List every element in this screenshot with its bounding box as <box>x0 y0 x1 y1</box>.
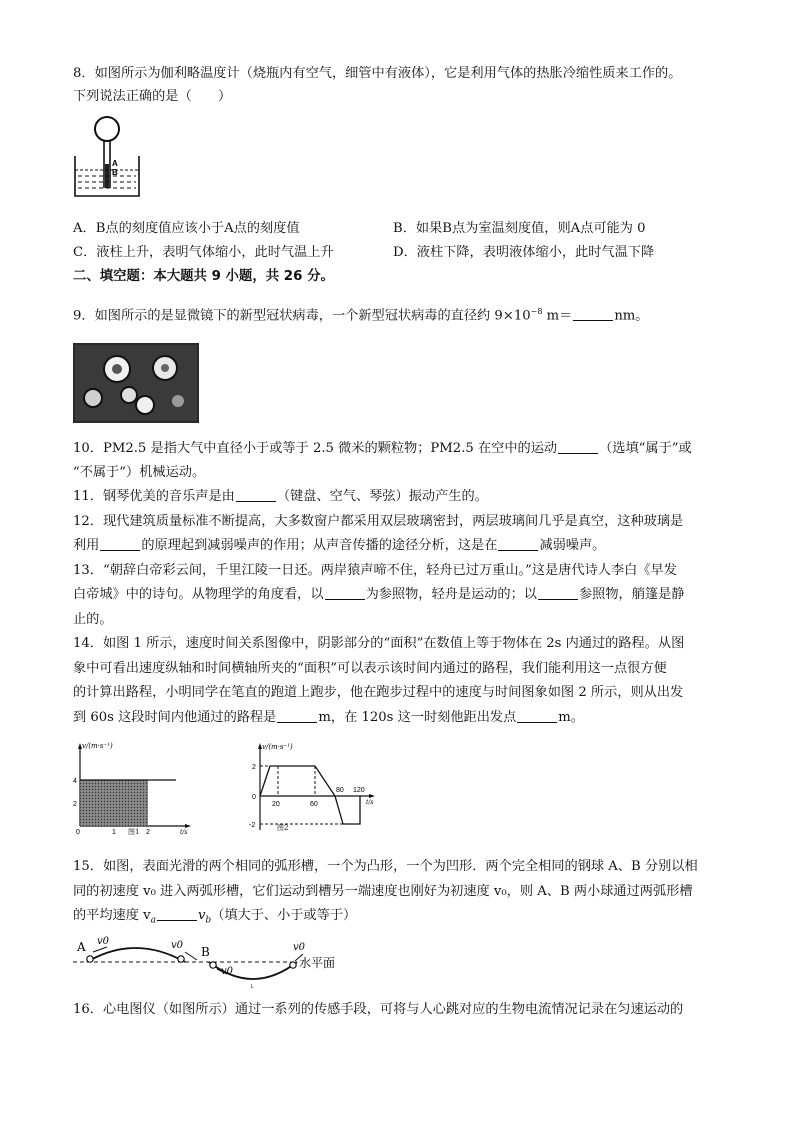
q16-line1: 16．心电图仪（如图所示）通过一系列的传感手段，可将与人心跳对应的生物电流情况记录在匀速运动的 <box>73 1002 684 1017</box>
q12-text-b: 的原理起到减弱噪声的作用；从声音传播的途径分析，这是在 <box>141 538 498 553</box>
q9-text-mid: m＝ <box>542 308 573 324</box>
fig1-xlabel: t/s <box>180 829 188 836</box>
q13-blank-2[interactable] <box>538 585 578 600</box>
q11-text-a: 11．钢琴优美的音乐声是由 <box>73 489 235 504</box>
q9-text-before: 9．如图所示的是显微镜下的新型冠状病毒，一个新型冠状病毒的直径约 9×10 <box>73 308 531 324</box>
q8-option-a: A．B点的刻度值应该小于A点的刻度值 <box>73 221 300 236</box>
v0-label-4: v0 <box>293 942 306 953</box>
q10-line1 <box>73 439 733 459</box>
q11-blank[interactable] <box>236 487 276 502</box>
q15-line2: 同的初速度 v₀ 进入两弧形槽，它们运动到槽另一端速度也刚好为初速度 v₀，则 A、B 两小球通过两弧形槽 <box>73 884 693 899</box>
galileo-thermometer-figure <box>72 114 142 200</box>
fig2-xtick-120: 120 <box>353 787 365 794</box>
q12-blank-1[interactable] <box>100 536 140 551</box>
q13-text-b: 为参照物，轻舟是运动的；以 <box>365 587 537 602</box>
q15-blank[interactable] <box>157 906 197 921</box>
fig1-xtick-1: 1 <box>112 829 116 836</box>
velocity-curve <box>260 766 360 824</box>
q10-line2: “不属于”）机械运动。 <box>73 465 206 480</box>
q14-text-c: m。 <box>558 710 584 725</box>
section-title: 二、填空题：本大题共 9 小题，共 26 分。 <box>73 269 334 284</box>
q15-text-c: （填大于、小于或等于） <box>211 908 357 923</box>
fig1-ytick-4: 4 <box>73 778 77 785</box>
q12-text-a: 利用 <box>73 538 100 553</box>
q10-text-b: （选填“属于”或 <box>599 441 692 456</box>
q12-blank-2[interactable] <box>498 536 538 551</box>
v0-label-1: v0 <box>97 936 110 947</box>
fig2-xtick-80: 80 <box>336 787 344 794</box>
fig2-ylabel: v/(m·s⁻¹) <box>262 743 293 751</box>
fig2-xtick-60: 60 <box>310 801 318 808</box>
q12-line1: 12．现代建筑质量标准不断提高，大多数窗户都采用双层玻璃密封，两层玻璃间几乎是真空，这种玻璃是 <box>73 514 684 529</box>
ball-b-label: B <box>201 945 210 959</box>
velocity-time-graph-1 <box>70 740 200 836</box>
q9-exponent: −8 <box>530 307 543 316</box>
velocity-time-graph-2 <box>248 740 388 836</box>
q14-line2: 象中可看出速度纵轴和时间横轴所夹的“面积”可以表示该时间内通过的路程，我们能利用这一点很方便 <box>73 661 667 676</box>
q8-option-c: C．液柱上升，表明气体缩小，此时气温上升 <box>73 245 334 260</box>
fig2-xlabel: t/s <box>366 799 374 806</box>
q13-text-a: 白帝城》中的诗句。从物理学的角度看，以 <box>73 587 324 602</box>
fig2-ytick-2: 2 <box>252 764 256 771</box>
q10-text-a: 10．PM2.5 是指大气中直径小于或等于 2.5 微米的颗粒物；PM2.5 在空中的运动 <box>73 441 558 456</box>
q8-option-d: D．液柱下降，表明液体缩小，此时气温下降 <box>393 245 655 260</box>
q15-line1: 15．如图，表面光滑的两个相同的弧形槽，一个为凸形，一个为凹形．两个完全相同的钢球 A、B 分别以相 <box>73 859 698 874</box>
q14-blank-2[interactable] <box>517 708 557 723</box>
q13-line1: 13．“朝辞白帝彩云间，千里江陵一日还。两岸猿声啼不住，轻舟已过万重山。”这是唐代诗人李白《早发 <box>73 563 677 578</box>
virus-micrograph <box>73 343 199 423</box>
q8-line2: 下列说法正确的是（ ） <box>73 89 232 104</box>
fig-label-b: B <box>112 168 118 177</box>
q10-blank[interactable] <box>558 439 598 454</box>
v0-label-2: v0 <box>171 940 184 951</box>
fig1-xtick-2: 2 <box>146 829 150 836</box>
length-label: L <box>251 984 254 990</box>
fig1-ylabel: v/(m·s⁻¹) <box>82 742 113 750</box>
q11-text-b: （键盘、空气、琴弦）振动产生的。 <box>276 489 488 504</box>
arc-groove-figure <box>73 934 373 990</box>
q13-line3: 止的。 <box>73 612 113 627</box>
q12-text-c: 减弱噪声。 <box>539 538 606 553</box>
q14-text-a: 到 60s 这段时间内他通过的路程是 <box>73 710 277 725</box>
q15-line3 <box>73 906 733 931</box>
ball-a-label: A <box>77 940 86 954</box>
q15-text-a: 的平均速度 v <box>73 908 151 923</box>
q11-line <box>73 487 733 507</box>
fig2-ytick-0: 0 <box>252 794 256 801</box>
q14-line3: 的计算出路程，小明同学在笔直的跑道上跑步，他在跑步过程中的速度与时间图象如图 2 所示，则从出发 <box>73 685 684 700</box>
q14-line4 <box>73 708 733 728</box>
q8-line1: 8．如图所示为伽利略温度计（烧瓶内有空气，细管中有液体），它是利用气体的热胀冷缩性质来工作的。 <box>73 66 682 81</box>
q13-blank-1[interactable] <box>325 585 365 600</box>
q14-line1: 14．如图 1 所示，速度时间关系图像中，阴影部分的“面积”在数值上等于物体在 2s 内通过的路程。从图 <box>73 636 685 651</box>
fig2-xtick-20: 20 <box>272 801 280 808</box>
q9-text-after: nm。 <box>614 308 649 324</box>
q15-sub-a: a <box>150 915 156 926</box>
q15-text-b: v <box>197 908 206 923</box>
fig2-ytick-neg2: -2 <box>249 822 256 829</box>
q14-blank-1[interactable] <box>277 708 317 723</box>
q14-text-b: m，在 120s 这一时刻他距出发点 <box>318 710 517 725</box>
fig2-caption: 图2 <box>277 824 289 832</box>
fig1-caption: 图1 <box>128 828 140 836</box>
q13-line2 <box>73 585 733 605</box>
ground-label: 水平面 <box>299 956 336 970</box>
q9-blank[interactable] <box>573 306 613 321</box>
v0-label-3: v0 <box>221 966 234 977</box>
q8-option-b: B．如果B点为室温刻度值，则A点可能为 0 <box>393 221 646 236</box>
fig1-ytick-2: 2 <box>73 801 77 808</box>
q13-text-c: 参照物，艄篷是静 <box>579 587 685 602</box>
q15-sub-b: b <box>205 915 212 926</box>
shaded-area <box>80 780 148 826</box>
fig1-xtick-0: 0 <box>76 829 80 836</box>
fig-label-a: A <box>112 159 118 168</box>
q12-line2 <box>73 536 733 556</box>
q9-line <box>73 302 733 326</box>
